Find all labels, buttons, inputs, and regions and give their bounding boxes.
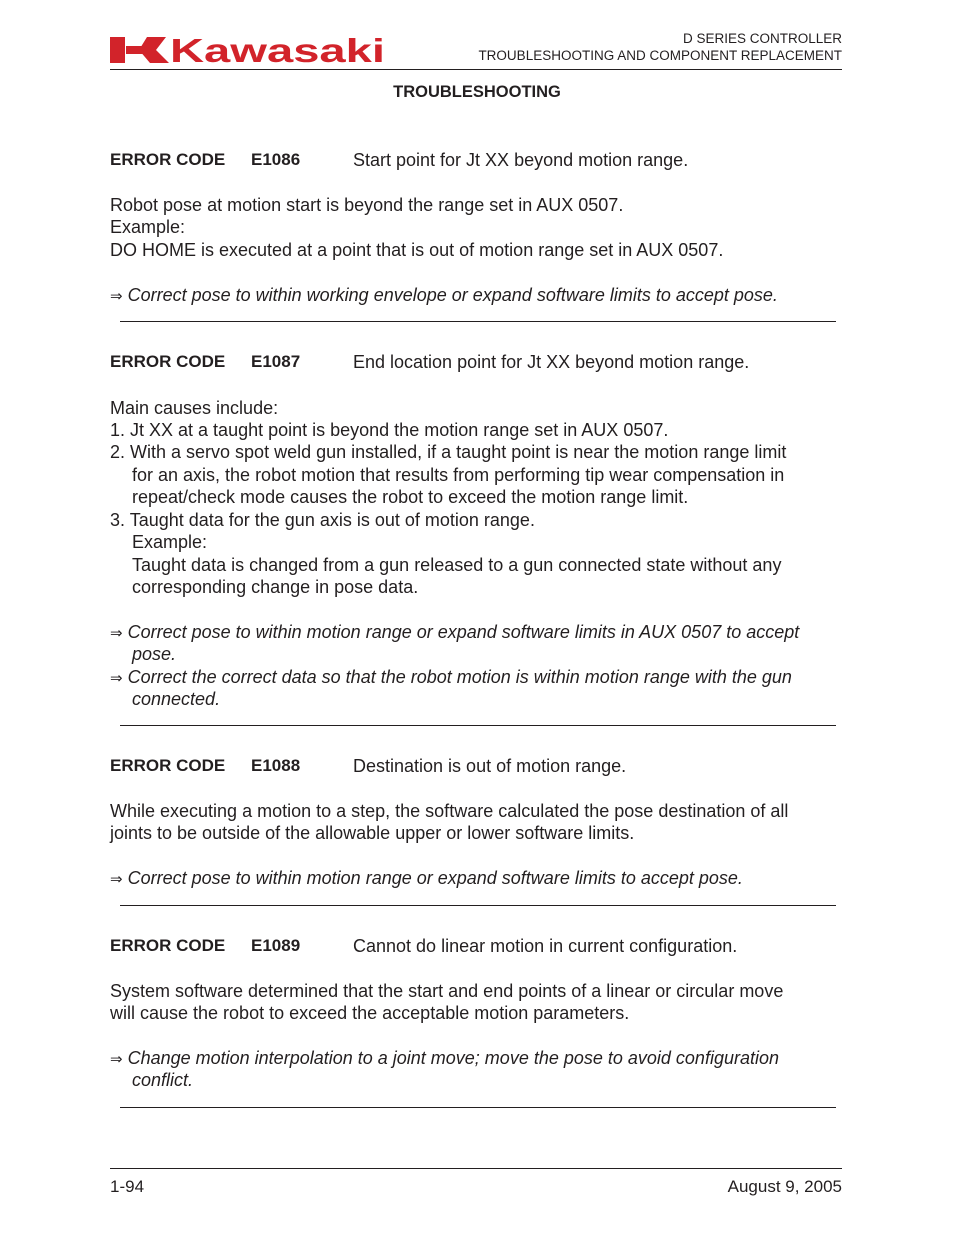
error-code-title: Destination is out of motion range. [353,756,627,776]
body-text: corresponding change in pose data. [132,577,419,597]
remedy-text: Correct pose to within working envelope or expand software limits to accept pose. [127,285,778,305]
body-text: Example: [110,217,186,237]
error-code-label: ERROR CODE [110,936,226,955]
cause-item: 1. Jt XX at a taught point is beyond the motion range set in AUX 0507. [110,420,669,440]
header-rule [110,69,842,70]
error-code-number: E1089 [251,936,301,955]
remedy-text: Correct pose to within motion range or expand software limits in AUX 0507 to accept [127,622,800,642]
error-code-label: ERROR CODE [110,756,226,775]
body-text: System software determined that the start and end points of a linear or circular move [110,981,784,1001]
remedy-line [110,666,792,691]
kawasaki-logo [110,33,387,67]
remedy-continuation: conflict. [132,1070,194,1090]
remedy-line [110,621,799,646]
header-doc-title: TROUBLESHOOTING AND COMPONENT REPLACEMENT [478,48,842,63]
body-text: While executing a motion to a step, the software calculated the pose destination of all [110,801,789,821]
remedy-line [110,867,743,892]
remedy-line [110,284,778,309]
remedy-text: Change motion interpolation to a joint move; move the pose to avoid configuration [127,1048,779,1068]
page-number: 1-94 [110,1177,145,1196]
remedy-line [110,1047,779,1072]
remedy-text: Correct pose to within motion range or expand software limits to accept pose. [127,868,743,888]
remedy-text: Correct the correct data so that the robot motion is within motion range with the gun [127,667,792,687]
footer-date: August 9, 2005 [727,1177,842,1196]
footer-rule [110,1168,842,1169]
error-code-label: ERROR CODE [110,352,226,371]
section-separator [120,905,836,906]
cause-item: 2. With a servo spot weld gun installed, if a taught point is near the motion range limit [110,442,787,462]
error-code-label: ERROR CODE [110,150,226,169]
remedy-continuation: connected. [132,689,221,709]
body-text: will cause the robot to exceed the acceptable motion parameters. [110,1003,630,1023]
body-text: Taught data is changed from a gun released to a gun connected state without any [132,555,782,575]
section-separator [120,725,836,726]
remedy-arrow-icon: ⇒ [110,625,123,642]
header-doc-series: D SERIES CONTROLLER [682,31,842,46]
error-code-number: E1087 [251,352,301,371]
section-title: TROUBLESHOOTING [393,83,561,101]
section-separator [120,321,836,322]
remedy-arrow-icon: ⇒ [110,871,123,888]
body-text: joints to be outside of the allowable upper or lower software limits. [110,823,635,843]
remedy-continuation: pose. [132,644,177,664]
body-text: DO HOME is executed at a point that is out of motion range set in AUX 0507. [110,240,724,260]
cause-item-continuation: for an axis, the robot motion that results from performing tip wear compensation in [132,465,785,485]
body-text: Example: [132,532,208,552]
body-text: Main causes include: [110,398,279,418]
remedy-arrow-icon: ⇒ [110,288,123,305]
body-text: Robot pose at motion start is beyond the range set in AUX 0507. [110,195,624,215]
section-separator [120,1107,836,1108]
error-code-title: End location point for Jt XX beyond motion range. [353,352,750,372]
logo-wordmark: Kawasaki [170,33,385,67]
cause-item-continuation: repeat/check mode causes the robot to exceed the motion range limit. [132,487,689,507]
error-code-number: E1088 [251,756,301,775]
remedy-arrow-icon: ⇒ [110,670,123,687]
cause-item: 3. Taught data for the gun axis is out of motion range. [110,510,535,530]
error-code-title: Cannot do linear motion in current configuration. [353,936,738,956]
remedy-arrow-icon: ⇒ [110,1051,123,1068]
error-code-title: Start point for Jt XX beyond motion range. [353,150,689,170]
error-code-number: E1086 [251,150,301,169]
